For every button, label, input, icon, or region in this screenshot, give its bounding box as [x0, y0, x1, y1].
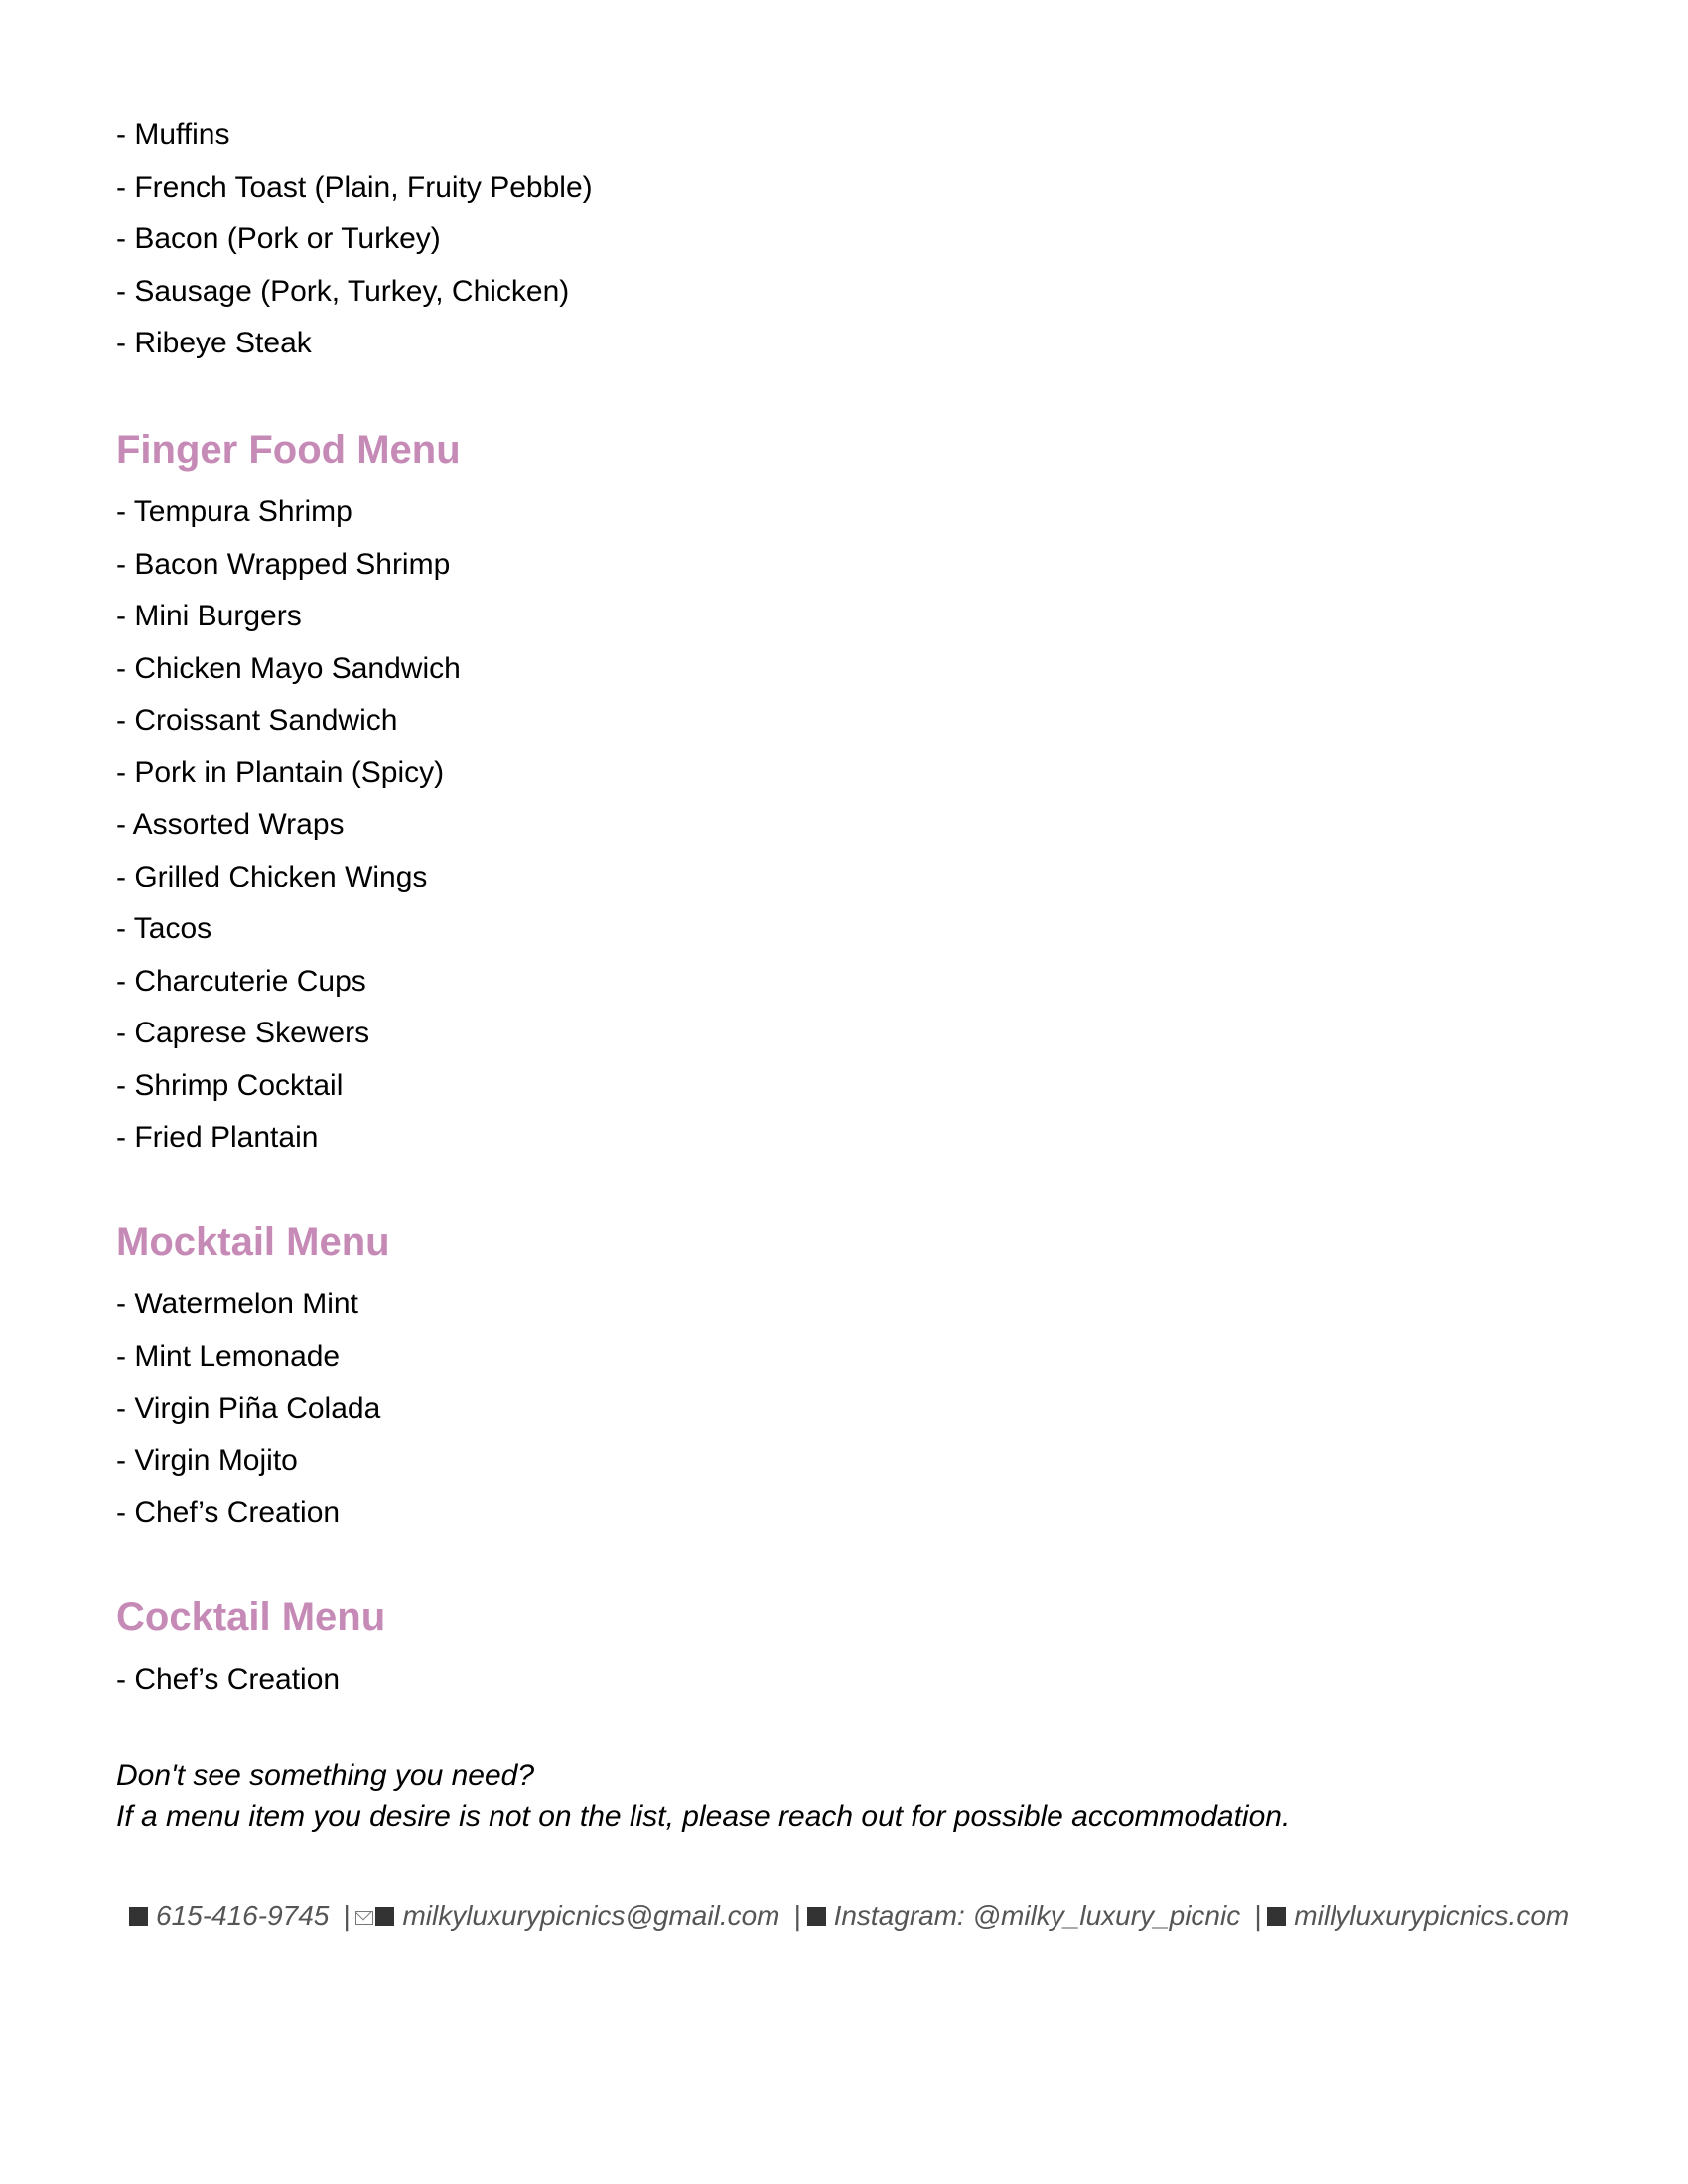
separator: | — [343, 1900, 351, 1931]
mocktail-heading: Mocktail Menu — [116, 1220, 390, 1264]
list-item: - Chicken Mayo Sandwich — [116, 651, 461, 685]
list-item: - Tacos — [116, 912, 212, 945]
list-item: - Virgin Mojito — [116, 1443, 298, 1477]
list-item: - Sausage (Pork, Turkey, Chicken) — [116, 274, 570, 308]
breakfast-list — [116, 109, 593, 370]
note-explanation: If a menu item you desire is not on the list, please reach out for possible accommodation. — [116, 1800, 1291, 1833]
list-item: - Chef’s Creation — [116, 1663, 341, 1696]
list-item: - Charcuterie Cups — [116, 964, 366, 998]
list-item: - Fried Plantain — [116, 1121, 319, 1154]
list-item: - Muffins — [116, 118, 230, 151]
list-item: - Chef’s Creation — [116, 1496, 341, 1529]
list-item: - Bacon (Pork or Turkey) — [116, 222, 441, 255]
list-item: - Virgin Piña Colada — [116, 1392, 381, 1425]
list-item: - Caprese Skewers — [116, 1017, 370, 1049]
website-link[interactable]: millyluxurypicnics.com — [1294, 1900, 1570, 1931]
mocktail-list — [116, 1279, 380, 1540]
list-item: - Ribeye Steak — [116, 327, 312, 359]
list-item: - Mini Burgers — [116, 600, 302, 632]
list-item: - Assorted Wraps — [116, 808, 345, 841]
email-link[interactable]: milkyluxurypicnics@gmail.com — [402, 1900, 780, 1931]
instagram-link[interactable]: Instagram: @milky_luxury_picnic — [833, 1900, 1241, 1931]
cocktail-list — [116, 1654, 340, 1706]
cocktail-heading: Cocktail Menu — [116, 1595, 386, 1639]
website-icon — [1267, 1907, 1286, 1926]
phone-icon — [129, 1907, 148, 1926]
separator: | — [793, 1900, 801, 1931]
phone-number[interactable]: 615-416-9745 — [156, 1900, 330, 1931]
finger-food-heading: Finger Food Menu — [116, 428, 461, 472]
list-item: - Pork in Plantain (Spicy) — [116, 755, 445, 789]
request-note — [116, 1755, 1290, 1837]
list-item: - Tempura Shrimp — [116, 495, 352, 528]
email-square-icon — [375, 1907, 394, 1926]
note-question: Don't see something you need? — [116, 1759, 535, 1792]
finger-food-list — [116, 486, 461, 1164]
list-item: - Shrimp Cocktail — [116, 1068, 344, 1102]
list-item: - Mint Lemonade — [116, 1339, 341, 1373]
envelope-icon — [355, 1911, 373, 1925]
instagram-icon — [807, 1907, 826, 1926]
list-item: - Grilled Chicken Wings — [116, 860, 428, 893]
list-item: - Watermelon Mint — [116, 1288, 358, 1320]
separator: | — [1254, 1900, 1262, 1931]
contact-footer — [129, 1896, 1569, 1936]
list-item: - Croissant Sandwich — [116, 704, 398, 737]
list-item: - French Toast (Plain, Fruity Pebble) — [116, 170, 593, 204]
list-item: - Bacon Wrapped Shrimp — [116, 547, 451, 581]
